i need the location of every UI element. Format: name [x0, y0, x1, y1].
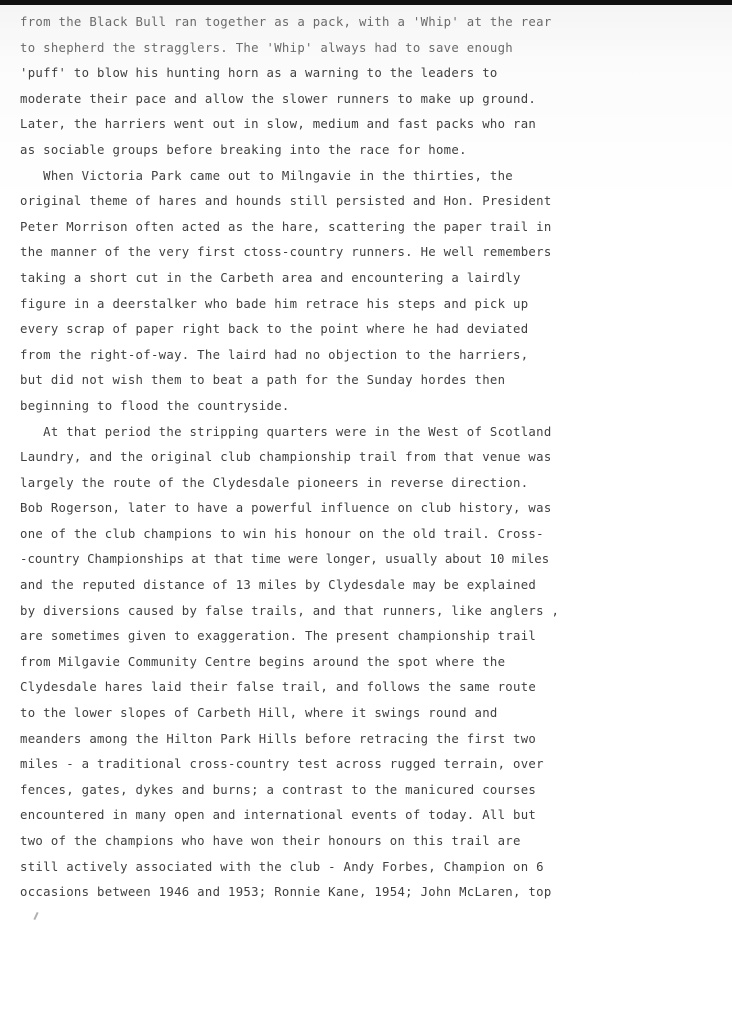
text-line: taking a short cut in the Carbeth area and encountering a lairdly [20, 270, 521, 285]
text-line: and the reputed distance of 13 miles by Clydesdale may be explained [20, 578, 537, 593]
text-line: Peter Morrison often acted as the hare, scattering the paper trail in [20, 219, 552, 234]
text-line: encountered in many open and international events of today. All but [20, 808, 537, 823]
text-line: Laundry, and the original club championship trail from that venue was [20, 450, 552, 465]
text-line: Later, the harriers went out in slow, medium and fast packs who ran [20, 117, 537, 132]
text-line: two of the champions who have won their honours on this trail are [20, 834, 521, 848]
scan-top-edge [0, 0, 732, 5]
scan-speck [33, 912, 38, 920]
text-line: still actively associated with the club - Andy Forbes, Champion on 6 [20, 859, 544, 874]
text-line: -country Championships at that time were longer, usually about 10 miles [20, 552, 550, 567]
text-line: by diversions caused by false trails, and that runners, like anglers , [20, 603, 560, 618]
text-line: as sociable groups before breaking into the race for home. [20, 142, 467, 157]
text-line: At that period the stripping quarters were in the West of Scotland [20, 424, 552, 439]
text-line: When Victoria Park came out to Milngavie in the thirties, the [20, 168, 514, 183]
text-line: original theme of hares and hounds still persisted and Hon. President [20, 194, 552, 209]
text-line: meanders among the Hilton Park Hills before retracing the first two [20, 731, 537, 746]
text-line: from the Black Bull ran together as a pack, with a 'Whip' at the rear [20, 15, 552, 29]
text-line: Clydesdale hares laid their false trail, and follows the same route [20, 680, 537, 695]
text-line: moderate their pace and allow the slower runners to make up ground. [20, 91, 537, 106]
text-line: miles - a traditional cross-country test across rugged terrain, over [20, 757, 544, 772]
text-line: fences, gates, dykes and burns; a contrast to the manicured courses [20, 782, 537, 797]
text-line: largely the route of the Clydesdale pioneers in reverse direction. [20, 475, 529, 490]
typed-text-block [20, 10, 726, 906]
text-line: are sometimes given to exaggeration. The present championship trail [20, 629, 537, 644]
text-line: from the right-of-way. The laird had no objection to the harriers, [20, 347, 529, 362]
text-line: but did not wish them to beat a path for the Sunday hordes then [20, 373, 506, 388]
text-line: from Milgavie Community Centre begins around the spot where the [20, 654, 506, 669]
text-line: occasions between 1946 and 1953; Ronnie Kane, 1954; John McLaren, top [20, 885, 552, 900]
text-line: Bob Rogerson, later to have a powerful influence on club history, was [20, 501, 552, 516]
text-line: figure in a deerstalker who bade him retrace his steps and pick up [20, 296, 529, 311]
text-line: to shepherd the stragglers. The 'Whip' always had to save enough [20, 40, 514, 55]
text-line: to the lower slopes of Carbeth Hill, where it swings round and [20, 706, 498, 721]
text-line: 'puff' to blow his hunting horn as a warning to the leaders to [20, 66, 498, 81]
text-line: every scrap of paper right back to the point where he had deviated [20, 322, 529, 337]
text-line: the manner of the very first ctoss-country runners. He well remembers [20, 245, 552, 260]
text-line: beginning to flood the countryside. [20, 398, 290, 413]
text-line: one of the club champions to win his honour on the old trail. Cross- [20, 526, 544, 541]
